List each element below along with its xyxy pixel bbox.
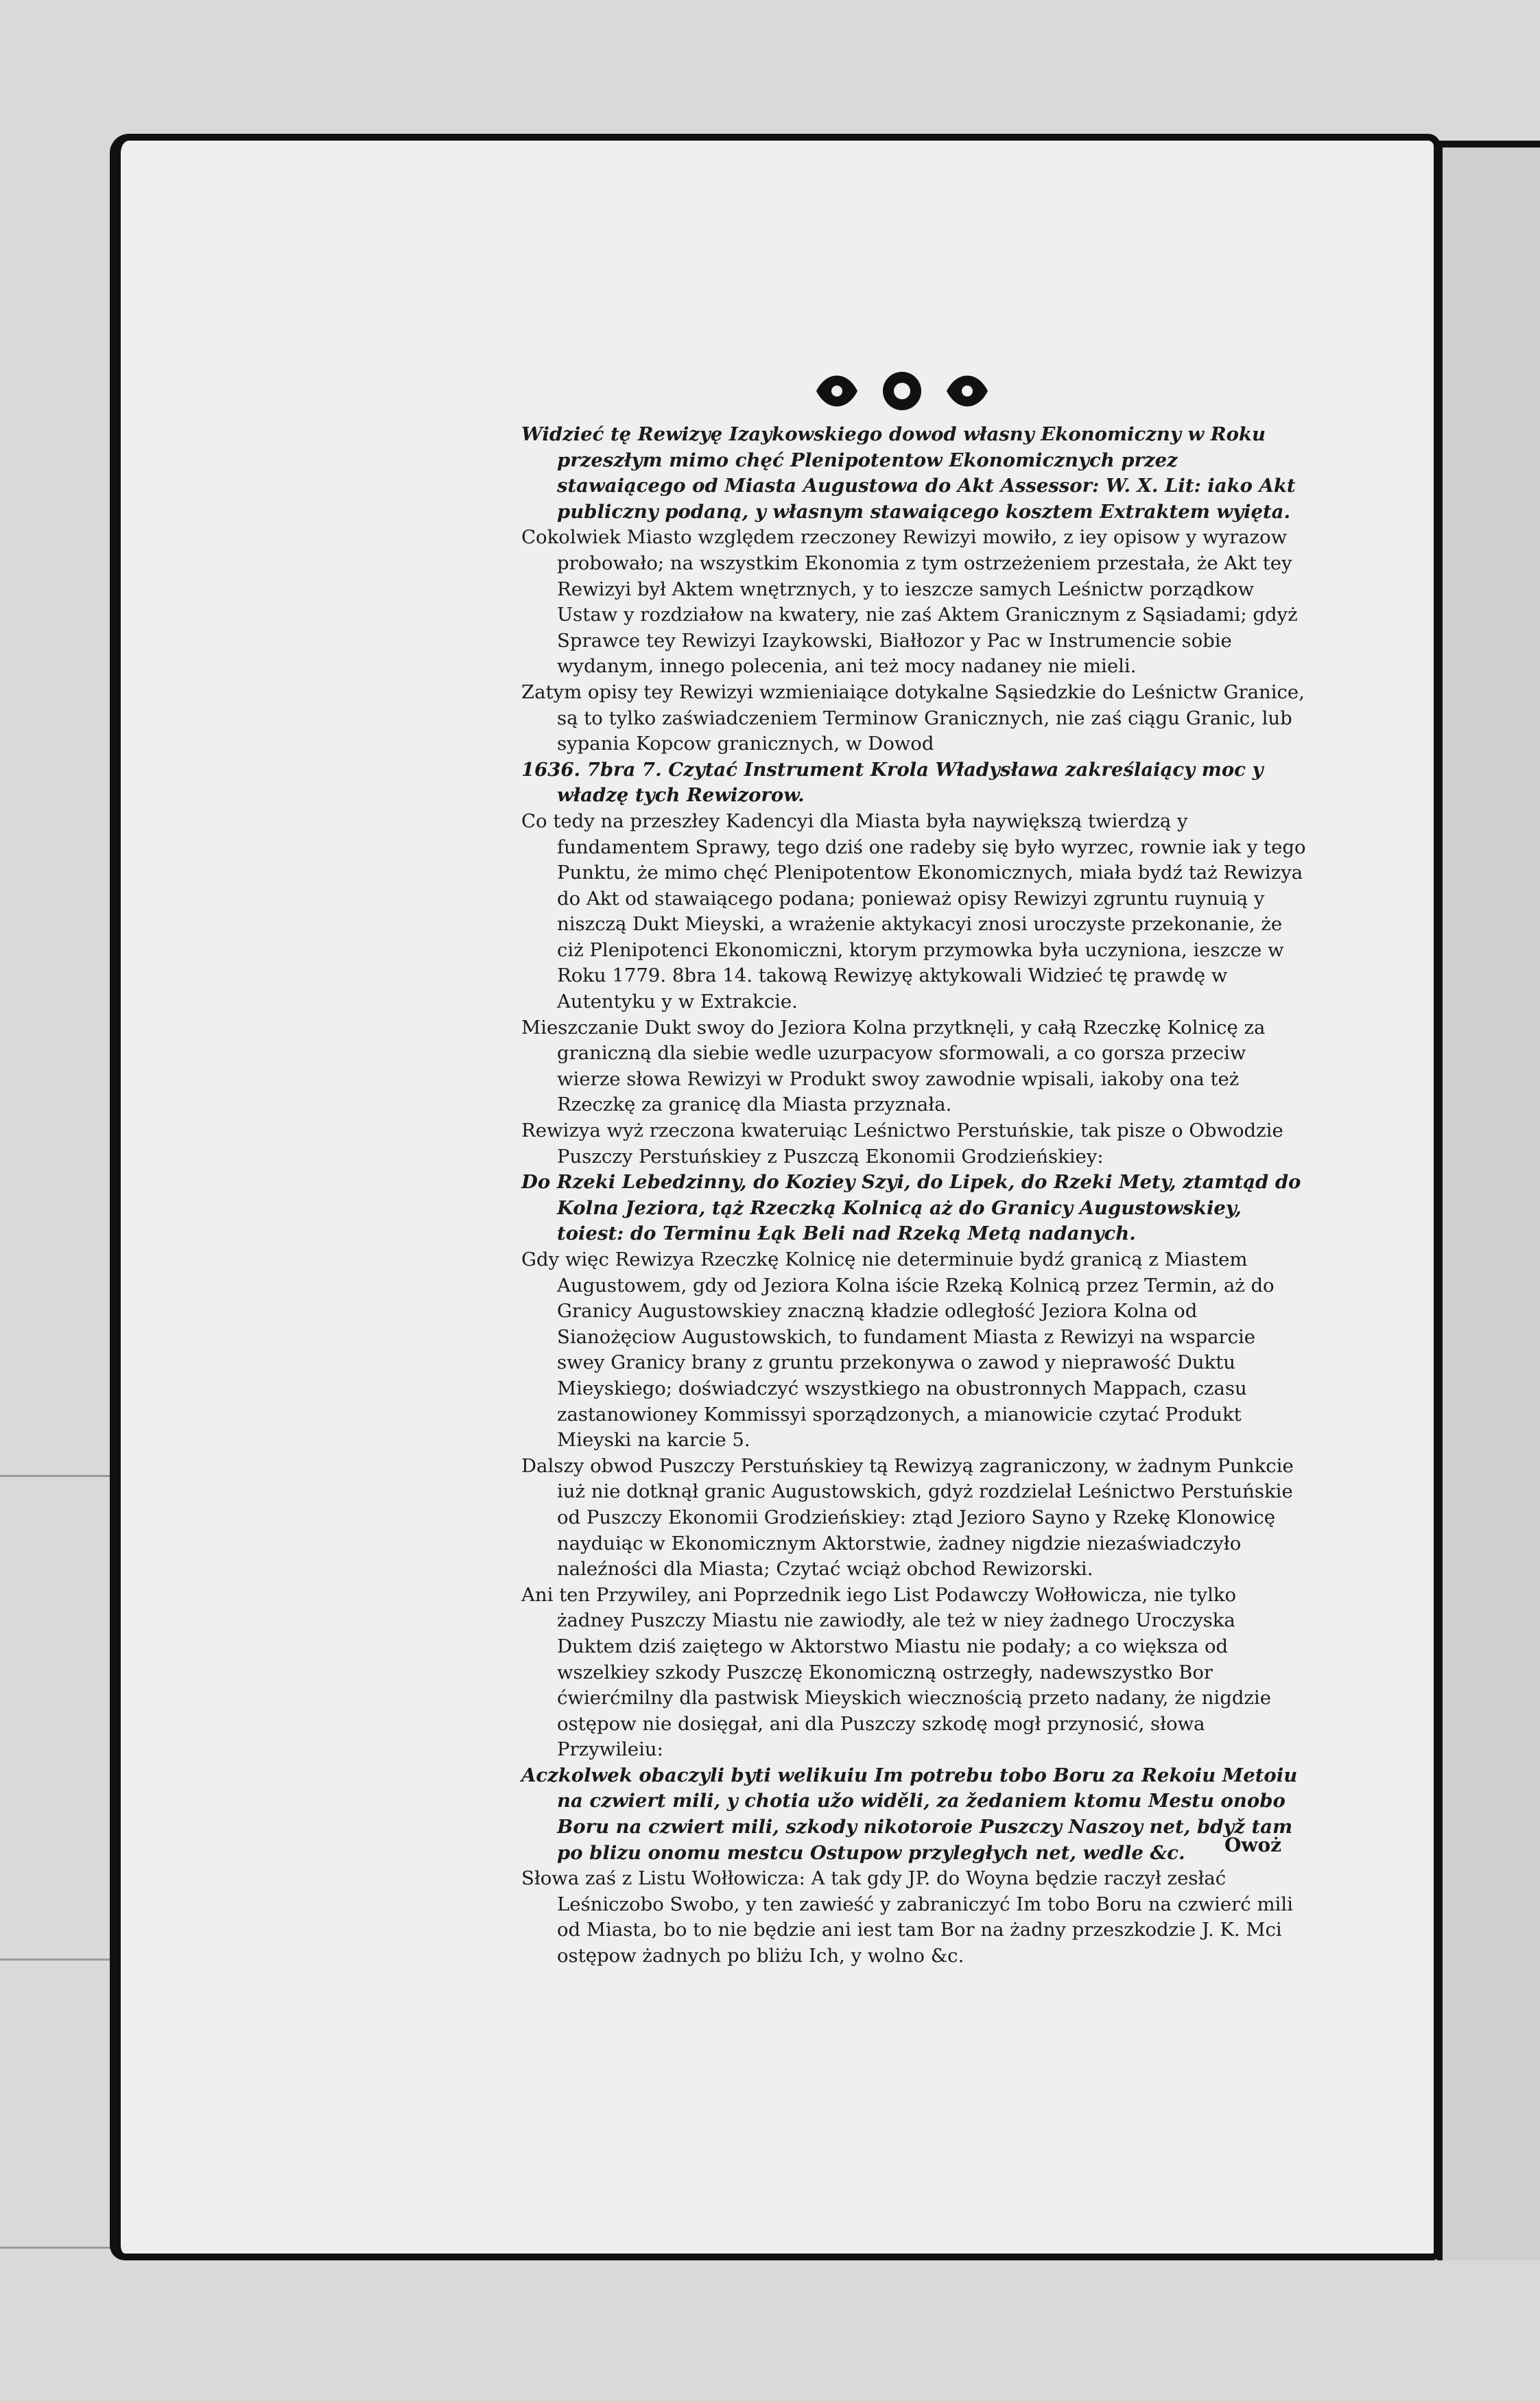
paragraph: Zatym opisy tey Rewizyi wzmieniaiące dotykalne Sąsiedzkie do Leśnictw Granice, są to tylko zaświadczeniem Terminow Granicznych, nie zaś ciągu Granic, lub sypania Kopcow granicznych, w Dowod [521, 681, 1305, 755]
paragraph: Dalszy obwod Puszczy Perstuńskiey tą Rewizyą zagraniczony, w żadnym Punkcie iuż nie dotknął granic Augustowskich, gdyż rozdzielał Leśnictwo Perstuńskie od Puszczy Ekonomii Grodzieńskiey: ztąd Jezioro Sayno y Rzekę Klonowicę nayduiąc w Ekonomicznym Aktorstwie, żadney nigdzie niezaświadczyło naleźności dla Miasta; Czytać wciąż obchod Rewizorski. [521, 1454, 1294, 1581]
paragraph: Co tedy na przeszłey Kadencyi dla Miasta była naywiększą twierdzą y fundamentem Sprawy, tego dziś one radeby się było wyrzec, rownie iak y tego Punktu, że mimo chęć Plenipotentow Ekonomicznych, miała bydź taż Rewizya do Akt od stawaiącego podana; ponieważ opisy Rewizyi zgruntu ruynuią y niszczą Dukt Mieyski, a wrażenie aktykacyi znosi uroczyste przekonanie, że ciż Plenipotenci Ekonomiczni, ktorym przymowka była uczyniona, ieszcze w Roku 1779. 8bra 14. takową Rewizyę aktykowali Widzieć tę prawdę w Autentyku y w Extrakcie. [521, 809, 1306, 1013]
paragraph: Ani ten Przywiley, ani Poprzednik iego List Podawczy Wołłowicza, nie tylko żadney Puszczy Miastu nie zawiodły, ale też w niey żadnego Uroczyska Duktem dziś zaiętego w Aktorstwo Miastu nie podały; a co większa od wszelkiey szkody Puszczę Ekonomiczną ostrzegły, nadewszystko Bor ćwierćmilny dla pastwisk Mieyskich wiecznością przeto nadany, że nigdzie ostępow nie dosięgał, ani dla Puszczy szkodę mogł przynosić, słowa Przywileiu: [521, 1583, 1271, 1761]
paragraph: Rewizya wyż rzeczona kwateruiąc Leśnictwo Perstuńskie, tak pisze o Obwodzie Puszczy Perstuńskiey z Puszczą Ekonomii Grodzieńskiey: [521, 1120, 1283, 1168]
paragraph: Widzieć tę Rewizyę Izaykowskiego dowod własny Ekonomiczny w Roku przeszłym mimo chęć Plenipotentow Ekonomicznych przez stawaiącego od Miasta Augustowa do Akt Assessor: W. X. Lit: iako Akt publiczny podaną, y własnym stawaiącego kosztem Extraktem wyięta. [521, 423, 1296, 523]
paragraph: Gdy więc Rewizya Rzeczkę Kolnicę nie determinuie bydź granicą z Miastem Augustowem, gdy od Jeziora Kolna iście Rzeką Kolnicą przez Termin, aż do Granicy Augustowskiey znaczną kładzie odległość Jeziora Kolna od Sianożęciow Augustowskich, to fundament Miasta z Rewizyi na wsparcie swey Granicy brany z gruntu przekonywa o zawod y nieprawość Duktu Mieyskiego; doświadczyć wszystkiego na obustronnych Mappach, czasu zastanowioney Kommissyi sporządzonych, a mianowicie czytać Produkt Mieyski na karcie 5. [521, 1249, 1275, 1452]
paragraph: 1636. 7bra 7. Czytać Instrument Krola Władysława zakreślaiący moc y władzę tych Rewizorow. [521, 758, 1264, 807]
paragraph: Do Rzeki Lebedzinny, do Koziey Szyi, do Lipek, do Rzeki Mety, ztamtąd do Kolna Jeziora, tąż Rzeczką Kolnicą aż do Granicy Augustowskiey, toiest: do Terminu Łąk Beli nad Rzeką Metą nadanych. [521, 1171, 1301, 1245]
paragraph: Aczkolwek obaczyli byti welikuiu Im potrebu tobo Boru za Rekoiu Metoiu na czwiert mili, y chotia užo widěli, za žedaniem ktomu Mestu onobo Boru na czwiert mili, szkody nikotoroie Puszczy Naszoy net, bdyž tam po blizu onomu mestcu Ostupow przyległych net, wedle &c. [521, 1764, 1298, 1864]
adjacent-page-edge [1437, 141, 1540, 2260]
paragraph: Słowa zaś z Listu Wołłowicza: A tak gdy JP. do Woyna będzie raczył zesłać Leśniczobo Swobo, y ten zawieść y zabraniczyć Im tobo Boru na czwierć mili od Miasta, bo to nie będzie ani iest tam Bor na żadny przeszkodzie J. K. Mci ostępow żadnych po bliżu Ich, y wolno &c. [521, 1867, 1293, 1967]
document-body [521, 422, 1307, 1970]
fleuron-ornament [809, 367, 995, 415]
paragraph: Mieszczanie Dukt swoy do Jeziora Kolna przytknęli, y całą Rzeczkę Kolnicę za graniczną dla siebie wedle uzurpacyow sformowali, a co gorsza przeciw wierze słowa Rewizyi w Produkt swoy zawodnie wpisali, iakoby ona też Rzeczkę za granicę dla Miasta przyznała. [521, 1016, 1266, 1116]
paragraph: Cokolwiek Miasto względem rzeczoney Rewizyi mowiło, z iey opisow y wyrazow probowało; na wszystkim Ekonomia z tym ostrzeżeniem przestała, że Akt tey Rewizyi był Aktem wnętrznych, y to ieszcze samych Leśnictw porządkow Ustaw y rozdziałow na kwatery, nie zaś Aktem Granicznym z Sąsiadami; gdyż Sprawce tey Rewizyi Izaykowski, Białłozor y Pac w Instrumencie sobie wydanym, innego polecenia, ani też mocy nadaney nie mieli. [521, 526, 1298, 678]
catchword: Owoż [1224, 1834, 1282, 1856]
